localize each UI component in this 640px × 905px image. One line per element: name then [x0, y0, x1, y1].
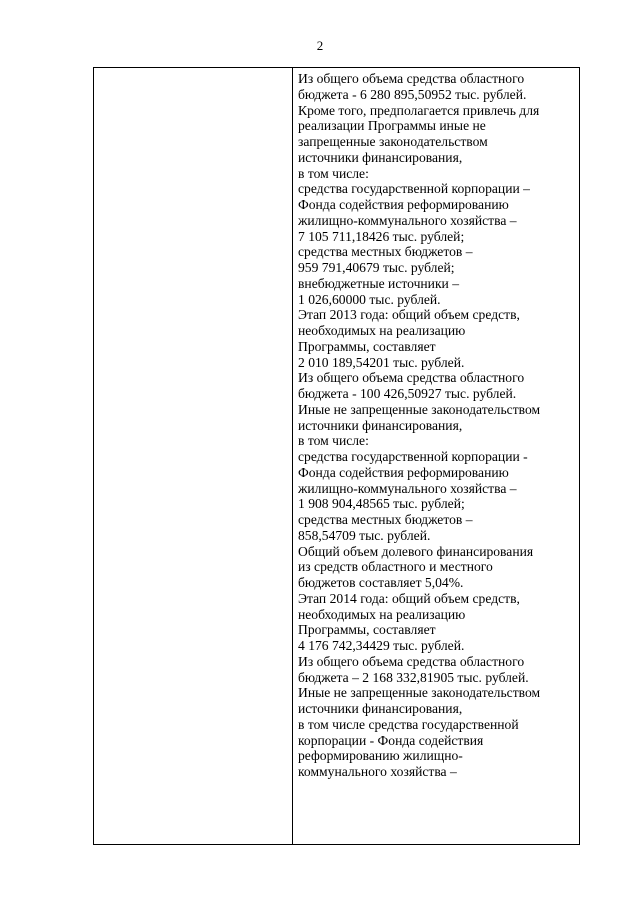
text-line: коммунального хозяйства – [298, 764, 457, 779]
text-line: средства местных бюджетов – [298, 244, 473, 260]
text-line: Иные не запрещенные законодательством [298, 685, 541, 701]
text-line: в том числе: [298, 433, 369, 449]
text-line: Из общего объема средства областного [298, 71, 525, 86]
text-line: средства государственной корпорации - [298, 449, 528, 464]
text-line: источники финансирования, [298, 417, 463, 433]
text-line: 7 105 711,18426 тыс. рублей; [298, 228, 465, 244]
text-line: 1 026,60000 тыс. рублей. [298, 291, 441, 307]
text-line: Программы, составляет [298, 622, 436, 638]
text-line: Этап 2013 года: общий объем средств, [298, 307, 520, 323]
text-line: необходимых на реализацию [298, 323, 466, 338]
text-line: 959 791,40679 тыс. рублей; [298, 260, 455, 275]
text-line: бюджетов составляет 5,04%. [298, 575, 464, 590]
text-line: необходимых на реализацию [298, 606, 466, 622]
financing-table [93, 67, 580, 845]
text-line: Общий объем долевого финансирования [298, 543, 534, 559]
page-number: 2 [316, 38, 324, 53]
text-line: бюджета – 2 168 332,81905 тыс. рублей. [298, 669, 529, 685]
text-line: Фонда содействия реформированию [298, 464, 509, 480]
text-line: корпорации - Фонда содействия [298, 732, 484, 748]
text-line: внебюджетные источники – [298, 275, 460, 291]
text-line: Этап 2014 года: общий объем средств, [298, 590, 520, 606]
text-line: источники финансирования, [298, 701, 463, 716]
text-line: средства местных бюджетов – [298, 512, 473, 527]
text-line: жилищно-коммунального хозяйства – [298, 212, 517, 228]
text-line: в том числе: [298, 165, 369, 181]
text-line: Программы, составляет [298, 338, 436, 354]
table-left-cell [94, 68, 293, 844]
text-line: 4 176 742,34429 тыс. рублей. [298, 638, 465, 653]
text-line: реформированию жилищно- [298, 748, 463, 764]
text-line: источники финансирования, [298, 149, 463, 165]
text-line: жилищно-коммунального хозяйства – [298, 480, 517, 496]
text-line: реализации Программы иные не [298, 118, 486, 134]
text-line: Кроме того, предполагается привлечь для [298, 102, 540, 118]
text-line: средства государственной корпорации – [298, 181, 530, 197]
text-line: Иные не запрещенные законодательством [298, 401, 541, 417]
text-line: бюджета - 6 280 895,50952 тыс. рублей. [298, 86, 527, 102]
text-line: 858,54709 тыс. рублей. [298, 527, 431, 543]
text-line: запрещенные законодательством [298, 134, 488, 149]
text-line: 1 908 904,48565 тыс. рублей; [298, 496, 465, 512]
text-line: в том числе средства государственной [298, 716, 519, 732]
text-line: из средств областного и местного [298, 559, 493, 575]
table-right-cell [293, 68, 579, 844]
text-line: Из общего объема средства областного [298, 653, 525, 669]
text-line: бюджета - 100 426,50927 тыс. рублей. [298, 386, 517, 401]
text-line: Из общего объема средства областного [298, 370, 525, 386]
text-line: 2 010 189,54201 тыс. рублей. [298, 354, 465, 370]
text-line: Фонда содействия реформированию [298, 197, 509, 212]
